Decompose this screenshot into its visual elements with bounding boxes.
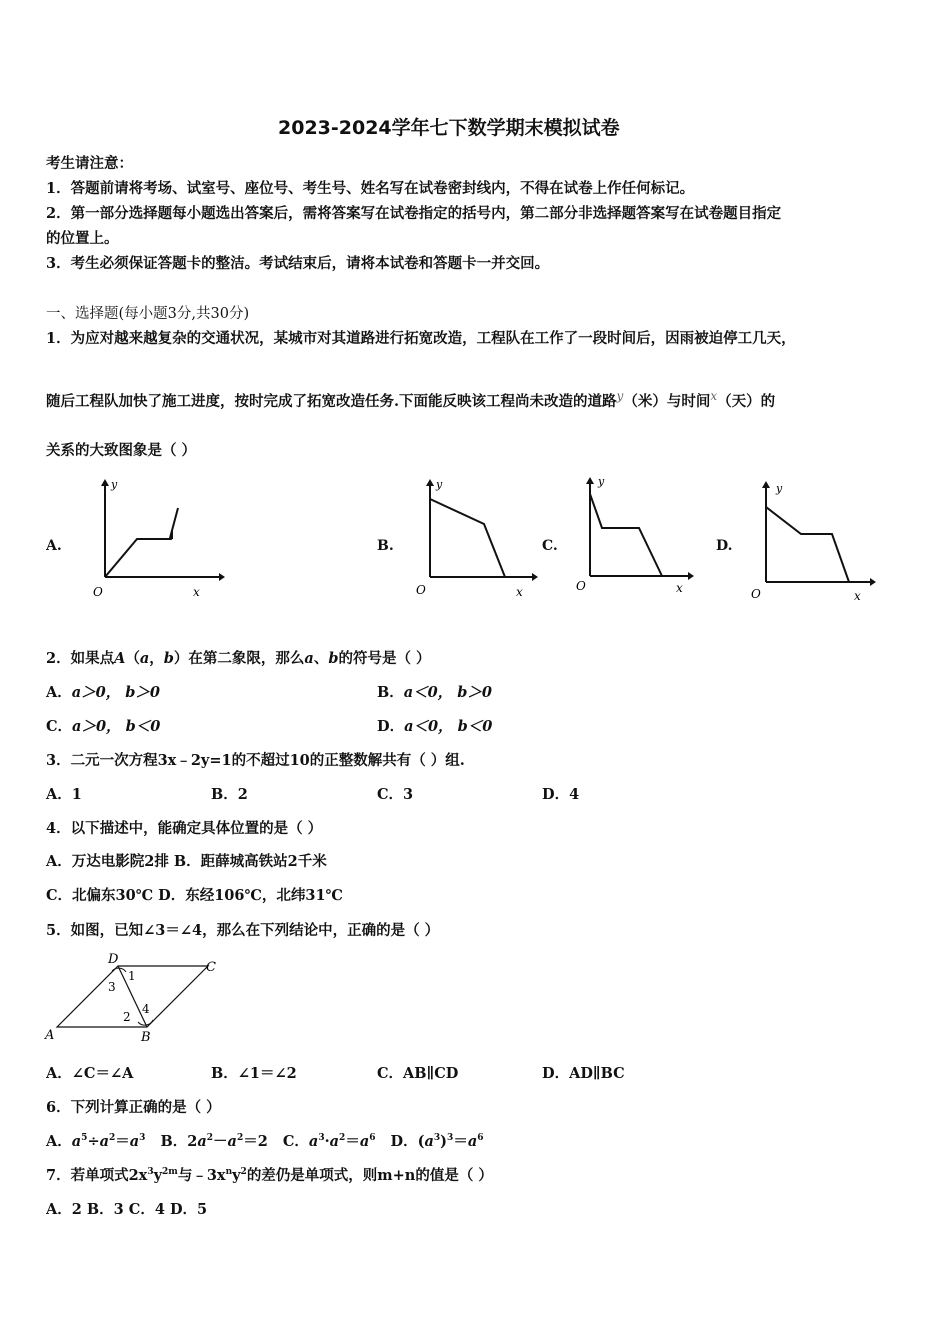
q5-angle-3: 3: [108, 980, 116, 994]
q1-graph-a-y-label: y: [111, 478, 118, 491]
q1-option-d-label: D.: [716, 538, 733, 554]
q5-label-a: A: [45, 1028, 55, 1043]
q1-option-c-label: C.: [542, 538, 558, 554]
q1-graph-d-y-label: y: [776, 482, 783, 495]
notice-item-1: 1．答题前请将考场、试室号、座位号、考生号、姓名写在试卷密封线内，不得在试卷上作任何标记。: [46, 180, 695, 197]
q5-angle-4: 4: [142, 1002, 150, 1016]
q1-graph-c-origin: O: [576, 579, 586, 593]
q1-option-b-label: B.: [377, 538, 394, 554]
q6-option-b-formula: $2a^2-a^2=2$: [187, 1133, 268, 1150]
q5-option-c: C．AB∥CD: [377, 1065, 459, 1082]
q5-label-b: B: [141, 1030, 151, 1045]
q6-option-c-formula: $a^3\cdot a^2=a^6$: [308, 1133, 376, 1150]
q5-option-a: A．∠C＝∠A: [46, 1065, 134, 1082]
q7-monomial-2: $﹣3x^ny^2$: [192, 1167, 247, 1184]
q7-stem: 7．若单项式$2x^3y^{2m}$与$﹣3x^ny^2$的差仍是单项式，则m+n的值是（ ）: [46, 1167, 493, 1184]
q1-line2: 随后工程队加快了施工进度，按时完成了拓宽改造任务.下面能反映该工程尚未改造的道路$^y$（米）与时间$^x$（天）的: [46, 389, 776, 410]
q1-graph-b-origin: O: [416, 583, 426, 597]
q1-graph-d-origin: O: [751, 587, 761, 601]
q5-figure: [40, 950, 230, 1046]
q2-stem: 2．如果点A（a，b）在第二象限，那么a、b的符号是（ ）: [46, 650, 431, 667]
q1-option-a-label: A.: [46, 538, 62, 554]
q1-graph-c-y-label: y: [598, 475, 605, 488]
q1-graph-c: [572, 472, 697, 598]
q1-graph-a: [85, 472, 225, 604]
q5-label-d: D: [108, 952, 119, 967]
q2-option-b: B．a＜0， b＞0: [377, 684, 493, 701]
q4-options-line2: C．北偏东30℃ D．东经106℃，北纬31℃: [46, 887, 343, 904]
q1-graph-a-origin: O: [93, 585, 103, 599]
q6-option-d-formula: $(a^3)^3=a^6$: [417, 1133, 484, 1150]
notice-heading: 考生请注意：: [46, 155, 133, 172]
q6-option-a-formula: $a^5\div a^2=a^3$: [71, 1133, 146, 1150]
q1-graph-c-x-label: x: [676, 581, 683, 595]
notice-item-2: 2．第一部分选择题每小题选出答案后，需将答案写在试卷指定的括号内，第二部分非选择题答案写在试卷题目指定: [46, 205, 782, 222]
section-heading: 一、选择题(每小题3分,共30分): [46, 306, 250, 322]
q5-angle-1: 1: [128, 969, 136, 983]
q1-graph-b-y-label: y: [436, 478, 443, 491]
q5-label-c: C: [206, 960, 216, 975]
q3-stem: 3．二元一次方程3x﹣2y=1的不超过10的正整数解共有（ ）组.: [46, 752, 465, 769]
notice-item-2-cont: 的位置上。: [46, 230, 119, 247]
q5-stem: 5．如图，已知∠3＝∠4，那么在下列结论中，正确的是（ ）: [46, 922, 440, 939]
q7-monomial-1: $2x^3y^{2m}$: [128, 1167, 178, 1184]
q3-option-d: D．4: [542, 786, 580, 803]
q5-option-d: D．AD∥BC: [542, 1065, 625, 1082]
q5-angle-2: 2: [123, 1010, 131, 1024]
q5-option-b: B．∠1＝∠2: [211, 1065, 297, 1082]
q1-graph-a-x-label: x: [193, 585, 200, 599]
q4-stem: 4．以下描述中，能确定具体位置的是（ ）: [46, 820, 323, 837]
q6-options: A．$a^5\div a^2=a^3$ B．$2a^2-a^2=2$ C．$a^3\cdot a^2=a^6$ D．$(a^3)^3=a^6$: [46, 1133, 484, 1150]
notice-item-3: 3．考生必须保证答题卡的整洁。考试结束后，请将本试卷和答题卡一并交回。: [46, 255, 550, 272]
q1-graph-b-x-label: x: [516, 585, 523, 599]
q2-option-d: D．a＜0， b＜0: [377, 718, 493, 735]
q1-graph-d: [746, 476, 878, 604]
q1-graph-d-x-label: x: [854, 589, 861, 603]
q3-option-b: B．2: [211, 786, 248, 803]
q4-options-line1: A．万达电影院2排 B．距薛城高铁站2千米: [46, 853, 327, 870]
q1-line1: 1．为应对越来越复杂的交通状况，某城市对其道路进行拓宽改造，工程队在工作了一段时间后，因雨被迫停工几天，: [46, 330, 796, 347]
q2-option-c: C．a＞0， b＜0: [46, 718, 161, 735]
page-title: 2023-2024学年七下数学期末模拟试卷: [278, 117, 620, 139]
q2-option-a: A．a＞0， b＞0: [46, 684, 161, 701]
q1-graph-b: [410, 474, 540, 600]
q1-line3: 关系的大致图象是（ ）: [46, 442, 197, 459]
q6-stem: 6．下列计算正确的是（ ）: [46, 1099, 221, 1116]
q3-option-a: A．1: [46, 786, 82, 803]
q3-option-c: C．3: [377, 786, 414, 803]
q7-options: A．2 B．3 C．4 D．5: [46, 1201, 208, 1218]
